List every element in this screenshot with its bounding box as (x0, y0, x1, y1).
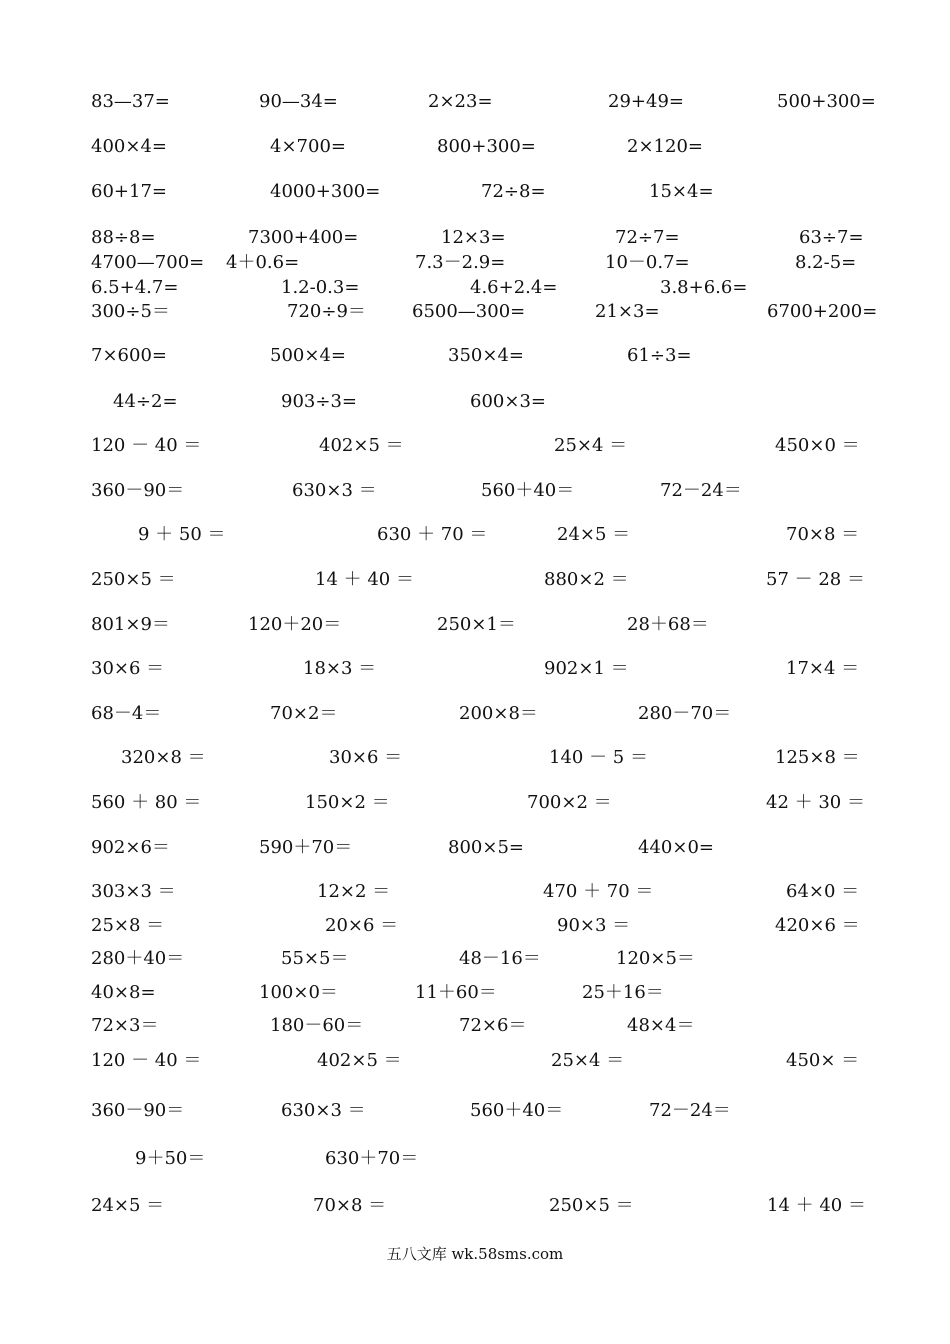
problem-row (0, 980, 950, 1006)
problem: 72÷7= (615, 227, 680, 248)
problem-row (0, 275, 950, 301)
problem-row (0, 478, 950, 504)
problem: 560 ＋ 80 ＝ (91, 792, 202, 813)
problem: 630×3 ＝ (292, 480, 377, 501)
problem: 70×8 ＝ (786, 524, 860, 545)
problem: 4.6+2.4= (470, 277, 558, 298)
problem-row (0, 250, 950, 276)
problem: 7300+400= (248, 227, 359, 248)
problem: 630×3 ＝ (281, 1100, 366, 1121)
problem: 28＋68＝ (627, 614, 709, 635)
problem: 250×5 ＝ (91, 569, 176, 590)
problem-row (0, 343, 950, 369)
problem-row (0, 879, 950, 905)
problem: 470 ＋ 70 ＝ (543, 881, 654, 902)
problem-row (0, 567, 950, 593)
problem: 88÷8= (91, 227, 156, 248)
problem: 18×3 ＝ (303, 658, 377, 679)
problem: 303×3 ＝ (91, 881, 176, 902)
problem: 17×4 ＝ (786, 658, 860, 679)
problem: 250×5 ＝ (549, 1195, 634, 1216)
problem: 25×8 ＝ (91, 915, 165, 936)
problem: 120＋20＝ (248, 614, 342, 635)
problem: 800×5= (448, 837, 524, 858)
problem: 125×8 ＝ (775, 747, 860, 768)
problem: 720÷9＝ (287, 301, 366, 322)
problem: 402×5 ＝ (319, 435, 404, 456)
problem: 200×8＝ (459, 703, 538, 724)
problem-row (0, 179, 950, 205)
problem: 72－24＝ (649, 1100, 731, 1121)
problem: 440×0= (638, 837, 714, 858)
footer-watermark: 五八文库 wk.58sms.com (386, 1245, 564, 1263)
problem: 180－60＝ (270, 1015, 364, 1036)
problem: 4700—700= (91, 252, 205, 273)
problem: 360－90＝ (91, 1100, 185, 1121)
problem: 6.5+4.7= (91, 277, 179, 298)
problem: 29+49= (608, 91, 684, 112)
problem: 15×4= (649, 181, 714, 202)
problem: 450×0 ＝ (775, 435, 860, 456)
problem: 10－0.7= (605, 252, 690, 273)
problem: 25＋16＝ (582, 982, 664, 1003)
problem-row (0, 835, 950, 861)
problem: 6500—300= (412, 301, 526, 322)
problem: 450× ＝ (786, 1050, 860, 1071)
problem-row (0, 522, 950, 548)
problem-row (0, 433, 950, 459)
problem: 150×2 ＝ (305, 792, 390, 813)
problem: 30×6 ＝ (91, 658, 165, 679)
problem: 83—37= (91, 91, 170, 112)
problem: 560＋40＝ (481, 480, 575, 501)
problem: 600×3= (470, 391, 546, 412)
problem: 880×2 ＝ (544, 569, 629, 590)
problem: 8.2-5= (795, 252, 857, 273)
problem: 402×5 ＝ (317, 1050, 402, 1071)
problem-row (0, 1098, 950, 1124)
problem: 4000+300= (270, 181, 381, 202)
problem: 4＋0.6= (226, 252, 300, 273)
problem: 120 － 40 ＝ (91, 1050, 202, 1071)
problem-row (0, 225, 950, 251)
problem: 801×9＝ (91, 614, 170, 635)
problem: 360－90＝ (91, 480, 185, 501)
problem: 7.3－2.9= (415, 252, 506, 273)
problem: 24×5 ＝ (557, 524, 631, 545)
problem: 30×6 ＝ (329, 747, 403, 768)
problem: 400×4= (91, 136, 167, 157)
problem: 48×4＝ (627, 1015, 695, 1036)
problem: 72÷8= (481, 181, 546, 202)
problem: 48－16＝ (459, 948, 541, 969)
problem: 350×4= (448, 345, 524, 366)
problem: 60+17= (91, 181, 167, 202)
problem: 25×4 ＝ (554, 435, 628, 456)
problem: 12×3= (441, 227, 506, 248)
problem-row (0, 913, 950, 939)
problem-row (0, 1193, 950, 1219)
problem: 320×8 ＝ (121, 747, 206, 768)
problem: 140 － 5 ＝ (549, 747, 648, 768)
problem: 500×4= (270, 345, 346, 366)
problem: 63÷7= (799, 227, 864, 248)
problem: 120 － 40 ＝ (91, 435, 202, 456)
problem: 7×600= (91, 345, 167, 366)
problem: 500+300= (777, 91, 876, 112)
problem-row (0, 790, 950, 816)
problem: 25×4 ＝ (551, 1050, 625, 1071)
problem: 902×1 ＝ (544, 658, 629, 679)
problem-row (0, 1146, 950, 1172)
problem-row (0, 299, 950, 325)
problem: 420×6 ＝ (775, 915, 860, 936)
problem: 800+300= (437, 136, 536, 157)
problem: 21×3= (595, 301, 660, 322)
problem-row (0, 612, 950, 638)
problem: 280－70＝ (638, 703, 732, 724)
problem: 9 ＋ 50 ＝ (138, 524, 226, 545)
problem: 9＋50＝ (135, 1148, 206, 1169)
problem: 44÷2= (113, 391, 178, 412)
problem: 72×6＝ (459, 1015, 527, 1036)
problem-row (0, 89, 950, 115)
problem: 100×0＝ (259, 982, 338, 1003)
problem: 72－24＝ (660, 480, 742, 501)
problem: 24×5 ＝ (91, 1195, 165, 1216)
problem: 64×0 ＝ (786, 881, 860, 902)
problem: 3.8+6.6= (660, 277, 748, 298)
problem: 2×23= (428, 91, 493, 112)
problem: 68－4＝ (91, 703, 162, 724)
problem: 20×6 ＝ (325, 915, 399, 936)
problem: 903÷3= (281, 391, 357, 412)
problem: 14 ＋ 40 ＝ (315, 569, 414, 590)
problem: 70×8 ＝ (313, 1195, 387, 1216)
problem: 90×3 ＝ (557, 915, 631, 936)
problem: 42 ＋ 30 ＝ (766, 792, 865, 813)
problem: 630＋70＝ (325, 1148, 419, 1169)
problem: 6700+200= (767, 301, 878, 322)
problem: 2×120= (627, 136, 703, 157)
problem-row (0, 656, 950, 682)
problem: 120×5＝ (616, 948, 695, 969)
problem-row (0, 701, 950, 727)
problem-row (0, 389, 950, 415)
problem: 14 ＋ 40 ＝ (767, 1195, 866, 1216)
problem: 90—34= (259, 91, 338, 112)
problem: 300÷5＝ (91, 301, 170, 322)
problem: 1.2-0.3= (281, 277, 360, 298)
problem-row (0, 134, 950, 160)
problem: 902×6＝ (91, 837, 170, 858)
problem: 250×1＝ (437, 614, 516, 635)
problem: 280＋40＝ (91, 948, 185, 969)
problem: 11＋60＝ (415, 982, 497, 1003)
problem-row (0, 1013, 950, 1039)
problem: 630 ＋ 70 ＝ (377, 524, 488, 545)
problem-row (0, 745, 950, 771)
problem-row (0, 946, 950, 972)
problem: 61÷3= (627, 345, 692, 366)
problem: 590＋70＝ (259, 837, 353, 858)
problem: 40×8= (91, 982, 156, 1003)
problem: 70×2＝ (270, 703, 338, 724)
problem: 12×2 ＝ (317, 881, 391, 902)
problem: 560＋40＝ (470, 1100, 564, 1121)
problem: 57 － 28 ＝ (766, 569, 865, 590)
problem: 4×700= (270, 136, 346, 157)
problem: 700×2 ＝ (527, 792, 612, 813)
problem: 55×5＝ (281, 948, 349, 969)
problem: 72×3＝ (91, 1015, 159, 1036)
problem-row (0, 1048, 950, 1074)
